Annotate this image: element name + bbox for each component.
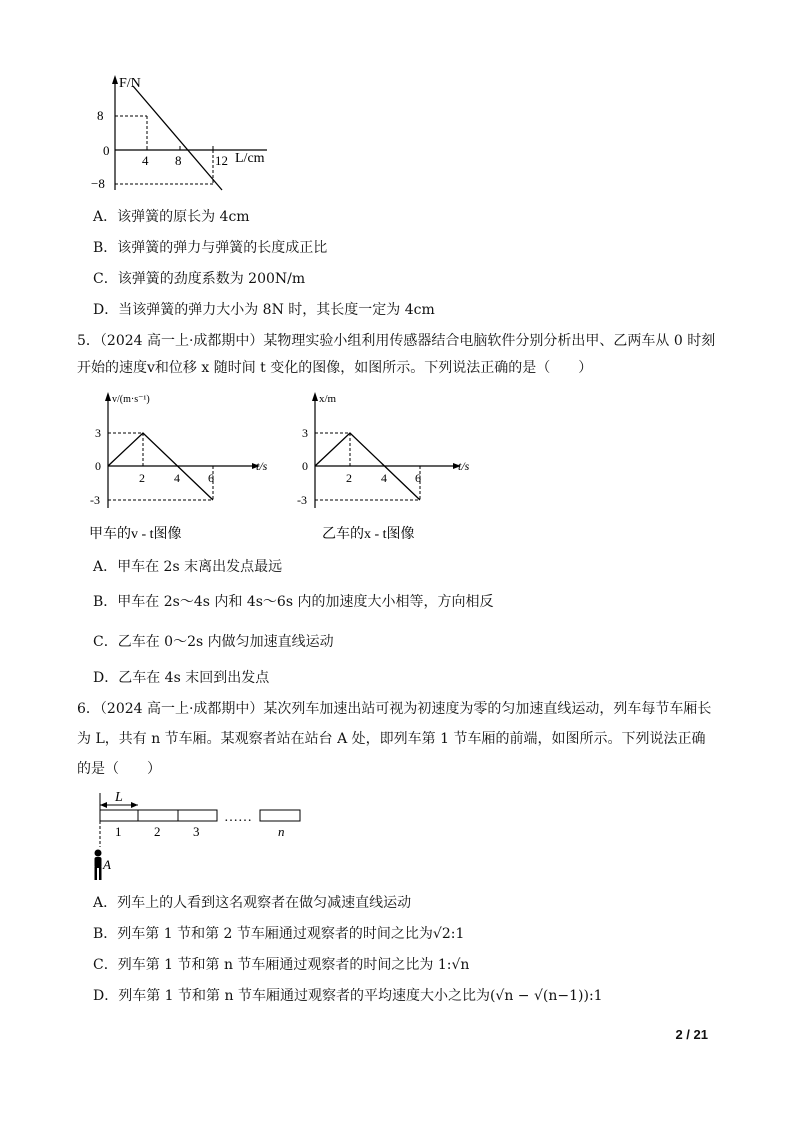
force-line (133, 86, 222, 190)
y-axis-label: F/N (119, 76, 141, 91)
train-diagram (88, 785, 313, 885)
q4-option-b: B．该弹簧的弹力与弹簧的长度成正比 (93, 240, 328, 256)
velocity-time-graph (88, 390, 278, 550)
q6-option-a: A．列车上的人看到这名观察者在做匀减速直线运动 (93, 895, 412, 911)
tick-y-3: 3 (95, 426, 101, 440)
spring-force-graph (85, 72, 285, 194)
x-axis-label: t/s (458, 459, 470, 473)
q5-option-c: C．乙车在 0～2s 内做匀加速直线运动 (93, 634, 334, 650)
tick-y-0: 0 (103, 143, 110, 158)
tick-x-8: 8 (175, 153, 182, 168)
q6-stem-line1: 6．（2024 高一上·成都期中）某次列车加速出站可视为初速度为零的匀加速直线运动，列车每节车厢长 (77, 701, 712, 717)
q4-option-c: C．该弹簧的劲度系数为 200N/m (93, 271, 306, 287)
graph-caption: 乙车的x - t图像 (322, 527, 415, 542)
q5-stem-line1: 5．（2024 高一上·成都期中）某物理实验小组利用传感器结合电脑软件分别分析出甲、乙两车从 0 时刻 (77, 333, 716, 349)
observer-figure-icon (95, 850, 102, 881)
q5-option-b: B．甲车在 2s～4s 内和 4s～6s 内的加速度大小相等，方向相反 (93, 594, 494, 610)
car-label-2: 2 (154, 824, 161, 839)
train-car-2 (138, 810, 178, 821)
q6-stem-line2: 为 L，共有 n 节车厢。某观察者站在站台 A 处，即列车第 1 节车厢的前端，如图所示。下列说法正确 (77, 731, 706, 747)
tick-x-4: 4 (174, 471, 180, 485)
tick-y-0: 0 (302, 459, 308, 473)
q6-stem-line3: 的是（ ） (77, 761, 161, 777)
car-label-3: 3 (193, 824, 200, 839)
length-label: L (115, 790, 123, 805)
car-label-n: n (278, 824, 285, 839)
tick-y-neg3: -3 (90, 493, 100, 507)
tick-x-6: 6 (208, 471, 214, 485)
q5-option-a: A．甲车在 2s 末离出发点最远 (93, 559, 283, 575)
x-axis-label: L/cm (235, 151, 265, 166)
tick-x-4: 4 (142, 153, 149, 168)
displacement-time-graph (295, 390, 485, 550)
q6-option-d: D．列车第 1 节和第 n 节车厢通过观察者的平均速度大小之比为(√n − √(n−1)):1 (93, 988, 603, 1004)
tick-x-2: 2 (139, 471, 145, 485)
tick-x-12: 12 (215, 153, 228, 168)
tick-y-neg8: −8 (91, 176, 105, 191)
q4-option-d: D．当该弹簧的弹力大小为 8N 时，其长度一定为 4cm (93, 302, 435, 318)
tick-y-3: 3 (302, 426, 308, 440)
q5-option-d: D．乙车在 4s 末回到出发点 (93, 670, 270, 686)
x-axis-label: t/s (256, 459, 268, 473)
tick-y-neg3: -3 (297, 493, 307, 507)
q6-option-c: C．列车第 1 节和第 n 节车厢通过观察者的时间之比为 1:√n (93, 957, 470, 973)
tick-x-2: 2 (346, 471, 352, 485)
tick-y-0: 0 (95, 459, 101, 473)
y-axis-label: x/m (319, 393, 337, 405)
q5-stem-line2: 开始的速度v和位移 x 随时间 t 变化的图像，如图所示。下列说法正确的是（ ） (77, 360, 593, 376)
page-number: 2 / 21 (675, 1027, 708, 1042)
train-car-n (260, 810, 300, 821)
train-car-1 (100, 810, 138, 821)
train-car-3 (178, 810, 217, 821)
graph-caption: 甲车的v - t图像 (89, 527, 182, 542)
tick-x-6: 6 (415, 471, 421, 485)
q4-option-a: A．该弹簧的原长为 4cm (93, 209, 250, 225)
tick-y-8: 8 (97, 108, 104, 123)
q6-option-b: B．列车第 1 节和第 2 节车厢通过观察者的时间之比为√2:1 (93, 926, 465, 942)
observer-label: A (103, 857, 111, 872)
car-label-1: 1 (115, 824, 122, 839)
tick-x-4: 4 (381, 471, 387, 485)
y-axis-arrow (112, 75, 118, 84)
car-dots: …… (224, 810, 252, 825)
y-axis-label: v/(m·s⁻¹) (112, 394, 150, 405)
